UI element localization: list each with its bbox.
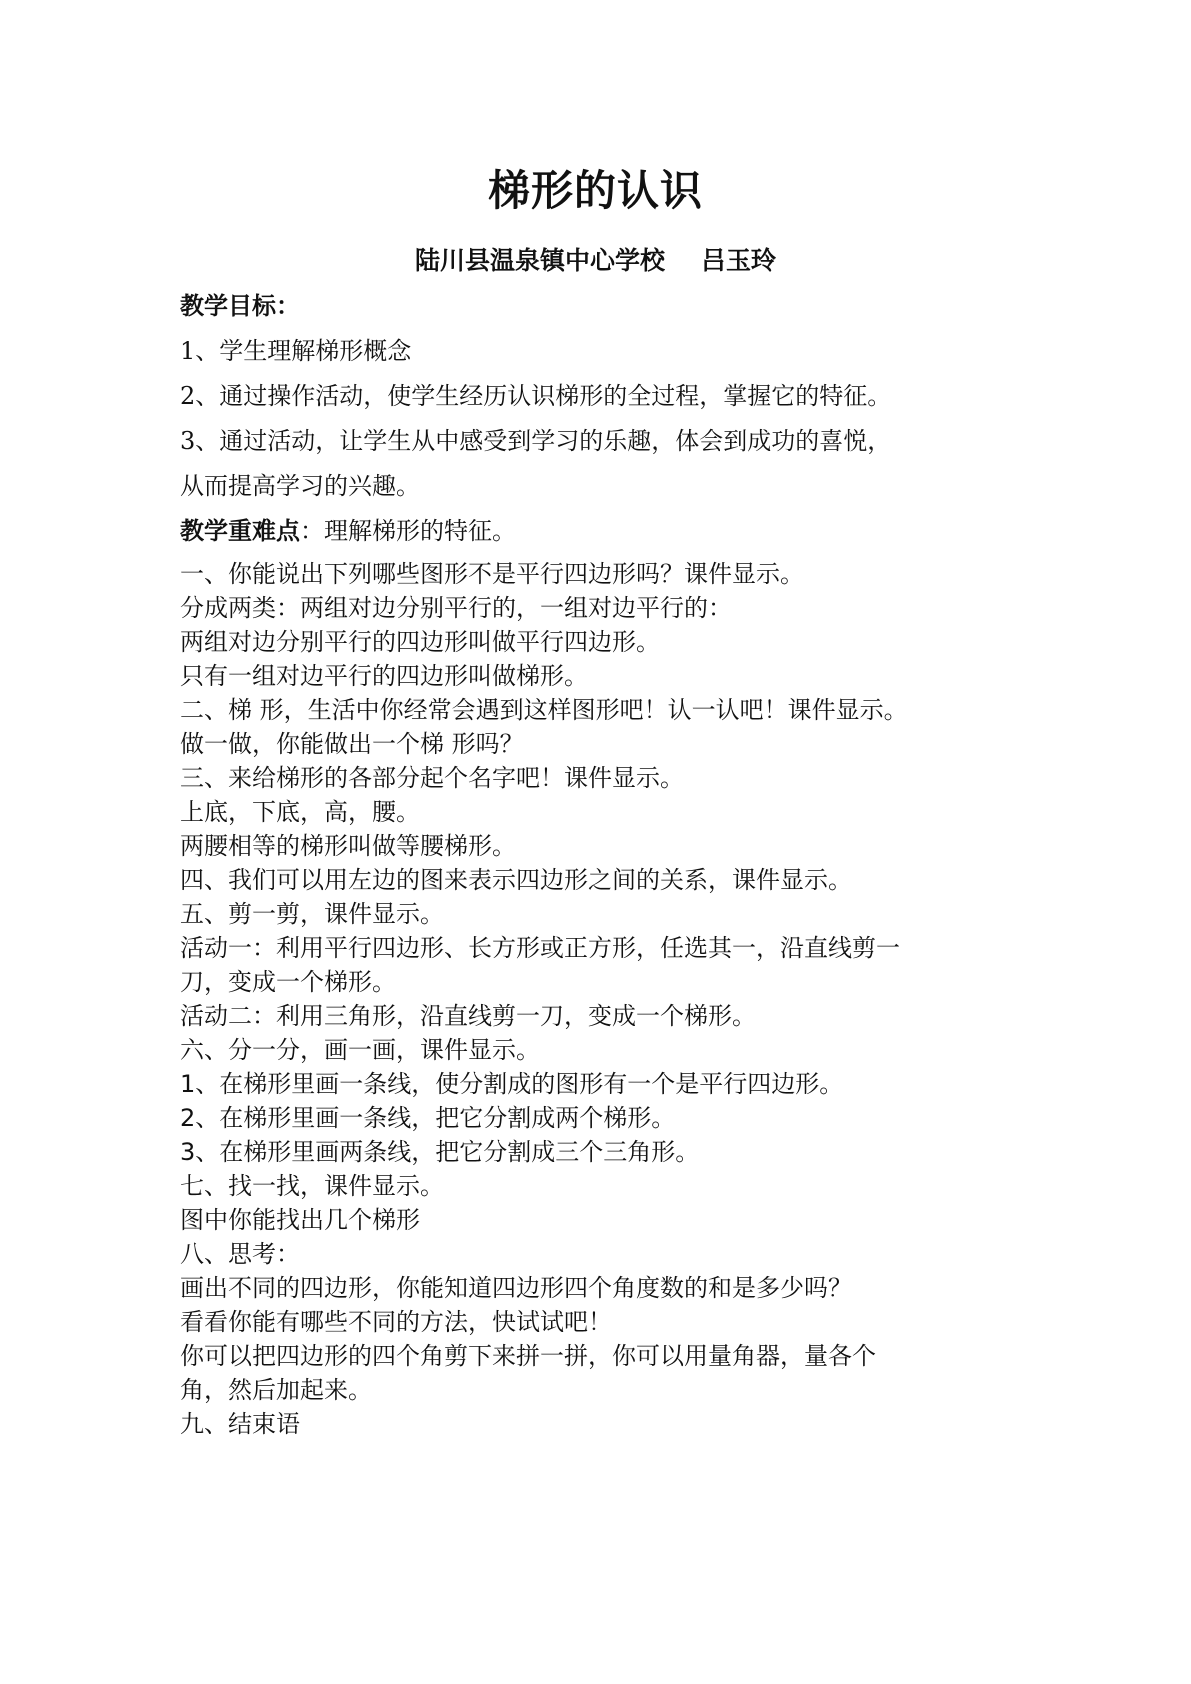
step-line: 五、剪一剪，课件显示。 <box>180 900 444 928</box>
objectives-section <box>180 284 1040 554</box>
key-points-label: 教学重难点 <box>180 517 300 545</box>
step-line: 角，然后加起来。 <box>180 1376 372 1404</box>
step-line: 画出不同的四边形，你能知道四边形四个角度数的和是多少吗？ <box>180 1274 852 1302</box>
objective-line: 从而提高学习的兴趣。 <box>180 472 420 500</box>
step-line: 七、找一找，课件显示。 <box>180 1172 444 1200</box>
step-line: 四、我们可以用左边的图来表示四边形之间的关系，课件显示。 <box>180 866 852 894</box>
step-line: 二、梯 形，生活中你经常会遇到这样图形吧！认一认吧！课件显示。 <box>180 696 908 724</box>
author-school: 陆川县温泉镇中心学校 <box>414 246 665 275</box>
step-line: 1、在梯形里画一条线，使分割成的图形有一个是平行四边形。 <box>180 1070 844 1098</box>
step-line: 看看你能有哪些不同的方法，快试试吧！ <box>180 1308 612 1336</box>
step-line: 活动一：利用平行四边形、长方形或正方形，任选其一，沿直线剪一 <box>180 934 900 962</box>
step-line: 三、来给梯形的各部分起个名字吧！课件显示。 <box>180 764 684 792</box>
step-line: 两组对边分别平行的四边形叫做平行四边形。 <box>180 628 660 656</box>
objective-line: 2、通过操作活动，使学生经历认识梯形的全过程，掌握它的特征。 <box>180 382 892 410</box>
step-line: 图中你能找出几个梯形 <box>180 1206 420 1234</box>
step-line: 六、分一分，画一画，课件显示。 <box>180 1036 540 1064</box>
objective-line: 3、通过活动，让学生从中感受到学习的乐趣，体会到成功的喜悦， <box>180 427 892 455</box>
step-line: 两腰相等的梯形叫做等腰梯形。 <box>180 832 516 860</box>
step-line: 只有一组对边平行的四边形叫做梯形。 <box>180 662 588 690</box>
author-line <box>0 241 1191 277</box>
step-line: 八、思考： <box>180 1240 300 1268</box>
objective-line: 1、学生理解梯形概念 <box>180 337 412 365</box>
author-name: 吕玉玲 <box>701 246 777 275</box>
step-line: 刀，变成一个梯形。 <box>180 968 396 996</box>
step-line: 你可以把四边形的四个角剪下来拼一拼，你可以用量角器，量各个 <box>180 1342 876 1370</box>
teaching-steps-section <box>180 557 1040 1441</box>
key-points-text: ：理解梯形的特征。 <box>300 517 516 545</box>
step-line: 做一做，你能做出一个梯 形吗？ <box>180 730 524 758</box>
step-line: 一、你能说出下列哪些图形不是平行四边形吗？课件显示。 <box>180 560 804 588</box>
objectives-heading: 教学目标： <box>180 292 300 320</box>
step-line: 上底，下底，高，腰。 <box>180 798 420 826</box>
step-line: 活动二：利用三角形，沿直线剪一刀，变成一个梯形。 <box>180 1002 756 1030</box>
key-points-line <box>180 509 1040 554</box>
step-line: 九、结束语 <box>180 1410 300 1438</box>
step-line: 分成两类：两组对边分别平行的，一组对边平行的： <box>180 594 732 622</box>
document-title: 梯形的认识 <box>487 166 703 215</box>
step-line: 3、在梯形里画两条线，把它分割成三个三角形。 <box>180 1138 700 1166</box>
step-line: 2、在梯形里画一条线，把它分割成两个梯形。 <box>180 1104 676 1132</box>
